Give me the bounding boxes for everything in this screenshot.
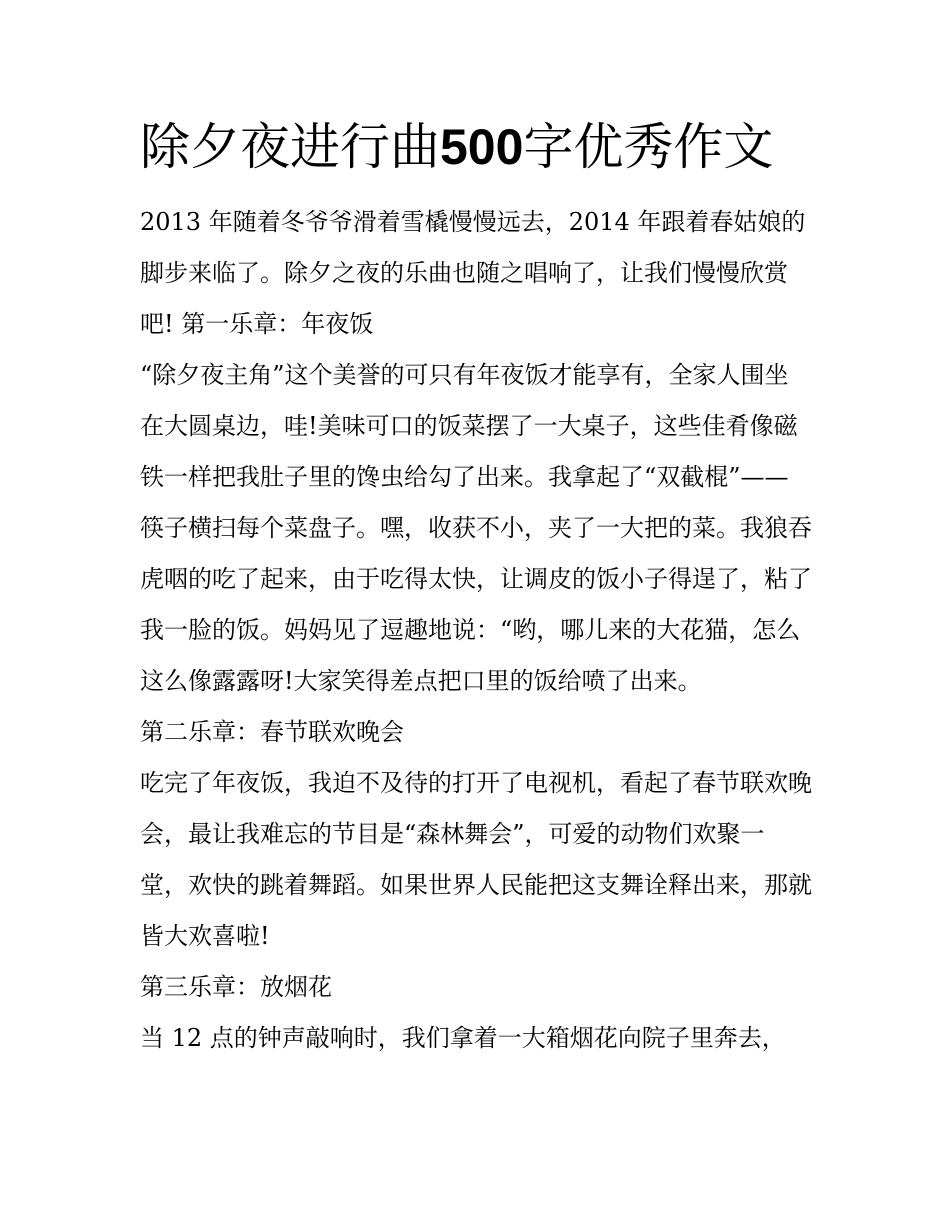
paragraph-fireworks: 当 12 点的钟声敲响时，我们拿着一大箱烟花向院子里奔去， xyxy=(140,1024,786,1052)
section-heading-gala: 第二乐章：春节联欢晚会 xyxy=(140,718,404,746)
document-title xyxy=(140,112,840,182)
paragraph-gala: 吃完了年夜饭，我迫不及待的打开了电视机，看起了春节联欢晚会，最让我难忘的节目是“森林舞会”，可爱的动物们欢聚一堂，欢快的跳着舞蹈。如果世界人民能把这支舞诠释出来，那就皆大欢喜啦! xyxy=(140,769,812,950)
document-body xyxy=(140,197,812,1064)
section-heading-fireworks: 第三乐章：放烟花 xyxy=(140,973,332,1001)
title-number: 500 xyxy=(440,119,524,175)
paragraph-intro: 2013 年随着冬爷爷滑着雪橇慢慢远去，2014 年跟着春姑娘的脚步来临了。除夕之夜的乐曲也随之唱响了，让我们慢慢欣赏吧! 第一乐章：年夜饭 xyxy=(140,208,806,338)
title-suffix: 字优秀作文 xyxy=(523,118,774,176)
title-text: 除夕夜进行曲 xyxy=(140,118,440,176)
paragraph-dinner: “除夕夜主角”这个美誉的可只有年夜饭才能享有，全家人围坐在大圆桌边，哇!美味可口的饭菜摆了一大桌子，这些佳肴像磁铁一样把我肚子里的馋虫给勾了出来。我拿起了“双截棍”——筷子横扫每个菜盘子。嘿，收获不小，夹了一大把的菜。我狼吞虎咽的吃了起来，由于吃得太快，让调皮的饭小子得逞了，粘了我一脸的饭。妈妈见了逗趣地说：“哟，哪儿来的大花猫，怎么这么像露露呀!大家笑得差点把口里的饭给喷了出来。 xyxy=(140,361,812,695)
